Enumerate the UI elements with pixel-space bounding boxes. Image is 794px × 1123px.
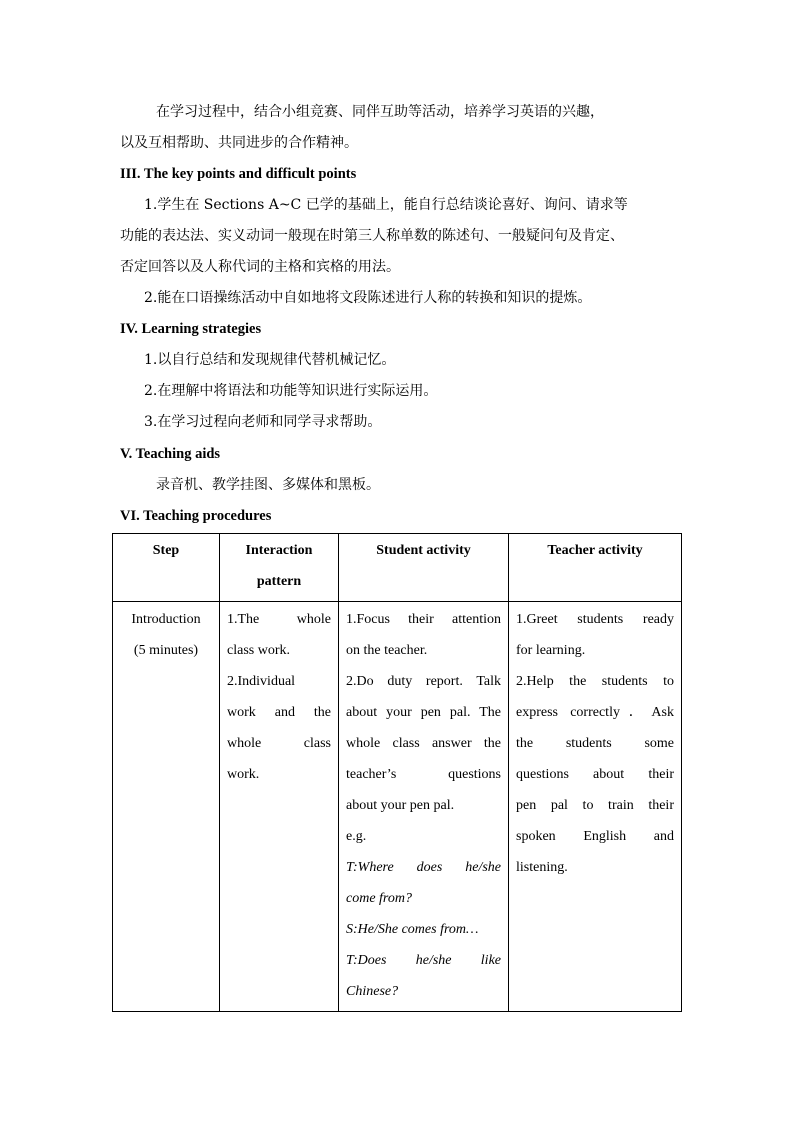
cell-step: Introduction (5 minutes) [113,602,220,1012]
section-heading-strategies: IV. Learning strategies [120,321,262,337]
key-point-1-line-1: 1.学生在 Sections A~C 已学的基础上，能自行总结谈论喜好、询问、请求等 [144,197,628,213]
section-heading-procedures: VI. Teaching procedures [120,508,272,524]
cell-teacher-activity: 1.Greet students ready for learning. 2.Help the students to express correctly．Ask the students some questions about their pen pal to train their spoken English and listening. [509,602,682,1012]
section-heading-aids: V. Teaching aids [120,446,221,462]
strategy-item-1: 1.以自行总结和发现规律代替机械记忆。 [144,352,396,368]
procedures-table [112,533,682,1012]
section-heading-key-points: III. The key points and difficult points [120,166,357,182]
table-row [113,602,682,1012]
key-point-2: 2.能在口语操练活动中自如地将文段陈述进行人称的转换和知识的提炼。 [144,290,592,306]
header-step: Step [113,534,220,602]
teaching-aids-text: 录音机、教学挂图、多媒体和黑板。 [156,477,380,493]
header-teacher-activity: Teacher activity [509,534,682,602]
header-student-activity: Student activity [339,534,509,602]
key-point-1-line-2: 功能的表达法、实义动词一般现在时第三人称单数的陈述句、一般疑问句及肯定、 [120,228,624,244]
intro-paragraph [120,97,680,128]
key-point-1-line-3: 否定回答以及人称代词的主格和宾格的用法。 [120,259,400,275]
table-header-row [113,534,682,602]
intro-line-1: 在学习过程中，结合小组竞赛、同伴互助等活动，培养学习英语的兴趣， [156,104,604,120]
strategy-item-3: 3.在学习过程向老师和同学寻求帮助。 [144,414,382,430]
intro-line-2: 以及互相帮助、共同进步的合作精神。 [120,135,358,151]
cell-interaction: 1.The whole class work. 2.Individual work and the whole class work. [220,602,339,1012]
intro-paragraph-cont [120,128,680,159]
strategy-item-2: 2.在理解中将语法和功能等知识进行实际运用。 [144,383,438,399]
header-interaction: Interaction pattern [220,534,339,602]
cell-student-activity: 1.Focus their attention on the teacher. 2.Do duty report. Talk about your pen pal. The whole class answer the teacher’s questions about your pen pal. e.g. T:Where does he/she come from? S:He/She comes from… T:Does he/she like Chinese? [339,602,509,1012]
